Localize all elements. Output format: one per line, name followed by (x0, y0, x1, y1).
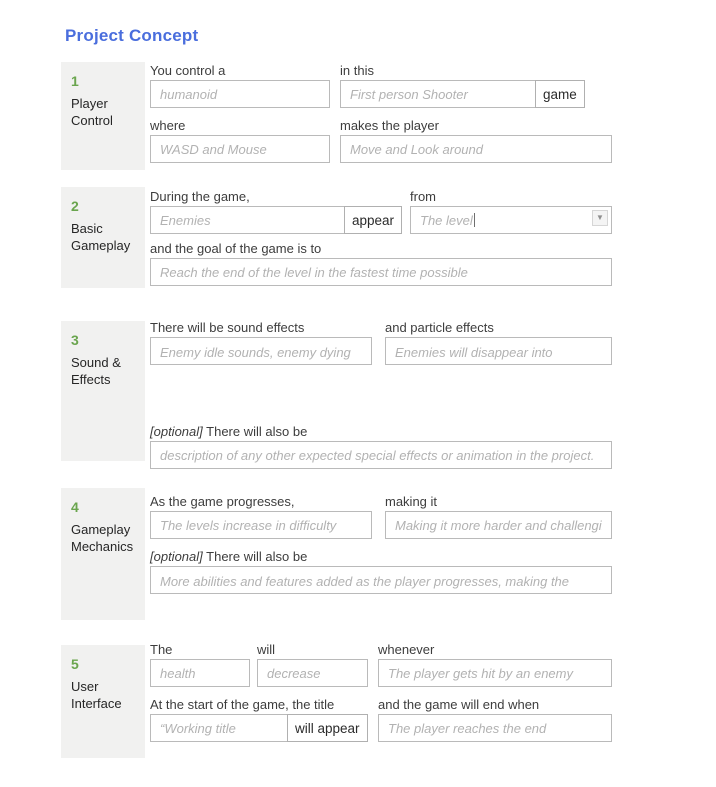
section-label: Basic Gameplay (71, 221, 131, 253)
field-optional-mechanics (150, 549, 612, 594)
dropdown-arrow-icon[interactable]: ▼ (592, 210, 608, 226)
optional-tag: [optional] (150, 424, 203, 439)
field-label: As the game progresses, (150, 494, 295, 509)
control-input[interactable] (150, 80, 330, 108)
section-5-header (61, 645, 145, 758)
difficulty-effect-input[interactable] (385, 511, 612, 539)
field-label: makes the player (340, 118, 439, 133)
field-label: The (150, 642, 173, 657)
field-label: whenever (378, 642, 435, 657)
game-title-input[interactable] (150, 714, 288, 742)
field-label: from (410, 189, 436, 204)
field-label: There will be sound effects (150, 320, 305, 335)
field-label: making it (385, 494, 438, 509)
field-where (150, 118, 330, 163)
player-action-input[interactable] (340, 135, 612, 163)
field-label: and the game will end when (378, 697, 540, 712)
section-label: Player Control (71, 96, 113, 128)
suffix-will-appear: will appear (287, 714, 368, 742)
source-input[interactable] (410, 206, 612, 234)
section-label: User Interface (71, 679, 122, 711)
field-optional-effects (150, 424, 612, 469)
field-ui-trigger (378, 642, 612, 687)
particle-effects-textarea[interactable] (385, 337, 612, 365)
section-number: 5 (71, 656, 79, 672)
end-condition-input[interactable] (378, 714, 612, 742)
field-label: will (257, 642, 276, 657)
field-label: and the goal of the game is to (150, 241, 322, 256)
progression-input[interactable] (150, 511, 372, 539)
section-number: 3 (71, 332, 79, 348)
field-from (410, 189, 612, 234)
field-in-this (340, 63, 582, 108)
optional-mechanics-textarea[interactable] (150, 566, 612, 594)
section-label: Sound & Effects (71, 355, 121, 387)
field-label: where (150, 118, 186, 133)
field-label: and particle effects (385, 320, 494, 335)
section-number: 1 (71, 73, 79, 89)
field-during-the-game (150, 189, 402, 234)
optional-tag: [optional] (150, 549, 203, 564)
field-sound-effects (150, 320, 372, 365)
sound-effects-textarea[interactable] (150, 337, 372, 365)
field-progression (150, 494, 372, 539)
optional-effects-input[interactable] (150, 441, 612, 469)
section-2-header (61, 187, 145, 288)
field-label (150, 424, 612, 438)
suffix-appear: appear (344, 206, 402, 234)
field-label-text: There will also be (206, 424, 308, 439)
ui-trigger-input[interactable] (378, 659, 612, 687)
section-3-header (61, 321, 145, 461)
ui-change-input[interactable] (257, 659, 368, 687)
field-ui-change (257, 642, 368, 687)
section-label: Gameplay Mechanics (71, 522, 134, 554)
field-game-title (150, 697, 368, 742)
genre-input[interactable] (340, 80, 536, 108)
field-label: During the game, (150, 189, 250, 204)
field-ui-element (150, 642, 250, 687)
field-particle-effects (385, 320, 612, 365)
event-input[interactable] (150, 206, 345, 234)
field-label: in this (340, 63, 374, 78)
page-title: Project Concept (65, 26, 199, 45)
section-4-header (61, 488, 145, 620)
field-label: At the start of the game, the title (150, 697, 335, 712)
field-label (150, 549, 612, 563)
goal-input[interactable] (150, 258, 612, 286)
text-cursor (474, 213, 475, 227)
input-method-input[interactable] (150, 135, 330, 163)
field-making-it (385, 494, 612, 539)
section-number: 4 (71, 499, 79, 515)
field-goal (150, 241, 612, 286)
ui-element-input[interactable] (150, 659, 250, 687)
field-makes-the-player (340, 118, 612, 163)
suffix-game: game (535, 80, 585, 108)
section-number: 2 (71, 198, 79, 214)
field-you-control-a (150, 63, 330, 108)
section-1-header (61, 62, 145, 170)
field-label-text: There will also be (206, 549, 308, 564)
field-label: You control a (150, 63, 226, 78)
field-end-condition (378, 697, 612, 742)
